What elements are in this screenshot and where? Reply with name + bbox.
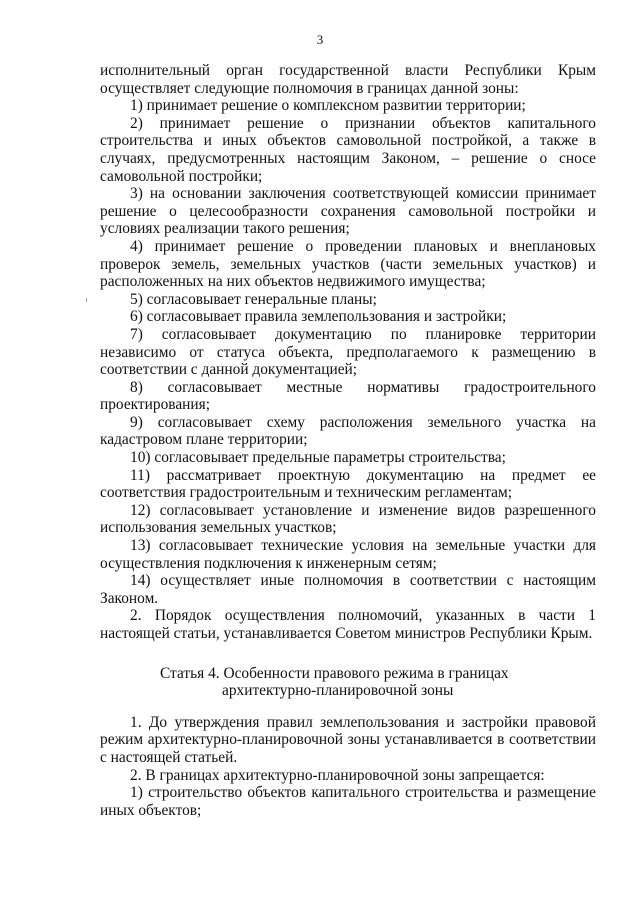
list-item-3: 3) на основании заключения соответствующей комиссии принимает решение о целесообразности сохранения самовольной постройки и условиях реализации такого решения; xyxy=(100,185,596,238)
list-item-12: 12) согласовывает установление и изменение видов разрешенного использования земельных участков; xyxy=(100,501,596,537)
document-body xyxy=(100,62,596,819)
list-item-10: 10) согласовывает предельные параметры строительства; xyxy=(130,449,506,467)
list-item-2: 2) принимает решение о признании объектов капитального строительства и иных объектов самовольной постройкой, а также в случаях, предусмотренных настоящим Законом, – решение о сносе самовольной постройки; xyxy=(100,114,596,185)
paragraph-intro: исполнительный орган государственной власти Республики Крым осуществляет следующие полномочия в границах данной зоны: xyxy=(100,62,596,97)
list-item-5: 5) согласовывает генеральные планы; xyxy=(130,290,377,308)
article-list-item-1: 1) строительство объектов капитального строительства и размещение иных объектов; xyxy=(100,784,596,819)
list-item-1: 1) принимает решение о комплексном развитии территории; xyxy=(130,97,526,115)
list-item-11: 11) рассматривает проектную документацию на предмет ее соответствия градостроительным и техническим регламентам; xyxy=(100,466,596,502)
page-number: 3 xyxy=(316,32,324,47)
list-item-6: 6) согласовывает правила землепользования и застройки; xyxy=(130,308,507,326)
article-paragraph-1: 1. До утверждения правил землепользования и застройки правовой режим архитектурно-планировочной зоны устанавливается в соответствии с настоящей статьей. xyxy=(100,713,596,766)
spacer xyxy=(100,643,596,665)
paragraph-part-2: 2. Порядок осуществления полномочий, указанных в части 1 настоящей статьи, устанавливается Советом министров Республики Крым. xyxy=(100,607,596,642)
article-title-continued: архитектурно-планировочной зоны xyxy=(222,682,454,700)
article-title: Статья 4. Особенности правового режима в границах xyxy=(160,664,509,682)
list-item-9: 9) согласовывает схему расположения земельного участка на кадастровом плане территории; xyxy=(100,413,596,449)
list-item-14: 14) осуществляет иные полномочия в соответствии с настоящим Законом. xyxy=(100,572,596,607)
list-item-8: 8) согласовывает местные нормативы градостроительного проектирования; xyxy=(100,378,596,414)
article-paragraph-2: 2. В границах архитектурно-планировочной зоны запрещается: xyxy=(130,766,545,784)
list-item-13: 13) согласовывает технические условия на земельные участки для осуществления подключения к инженерным сетям; xyxy=(100,537,596,572)
scan-artifact-mark xyxy=(86,298,87,302)
list-item-4: 4) принимает решение о проведении плановых и внеплановых проверок земель, земельных участков (части земельных участков) и расположенных на них объектов недвижимого имущества; xyxy=(100,237,596,291)
list-item-7: 7) согласовывает документацию по планировке территории независимо от статуса объекта, предполагаемого к размещению в соответствии с данной документацией; xyxy=(100,325,596,379)
spacer xyxy=(100,700,596,714)
